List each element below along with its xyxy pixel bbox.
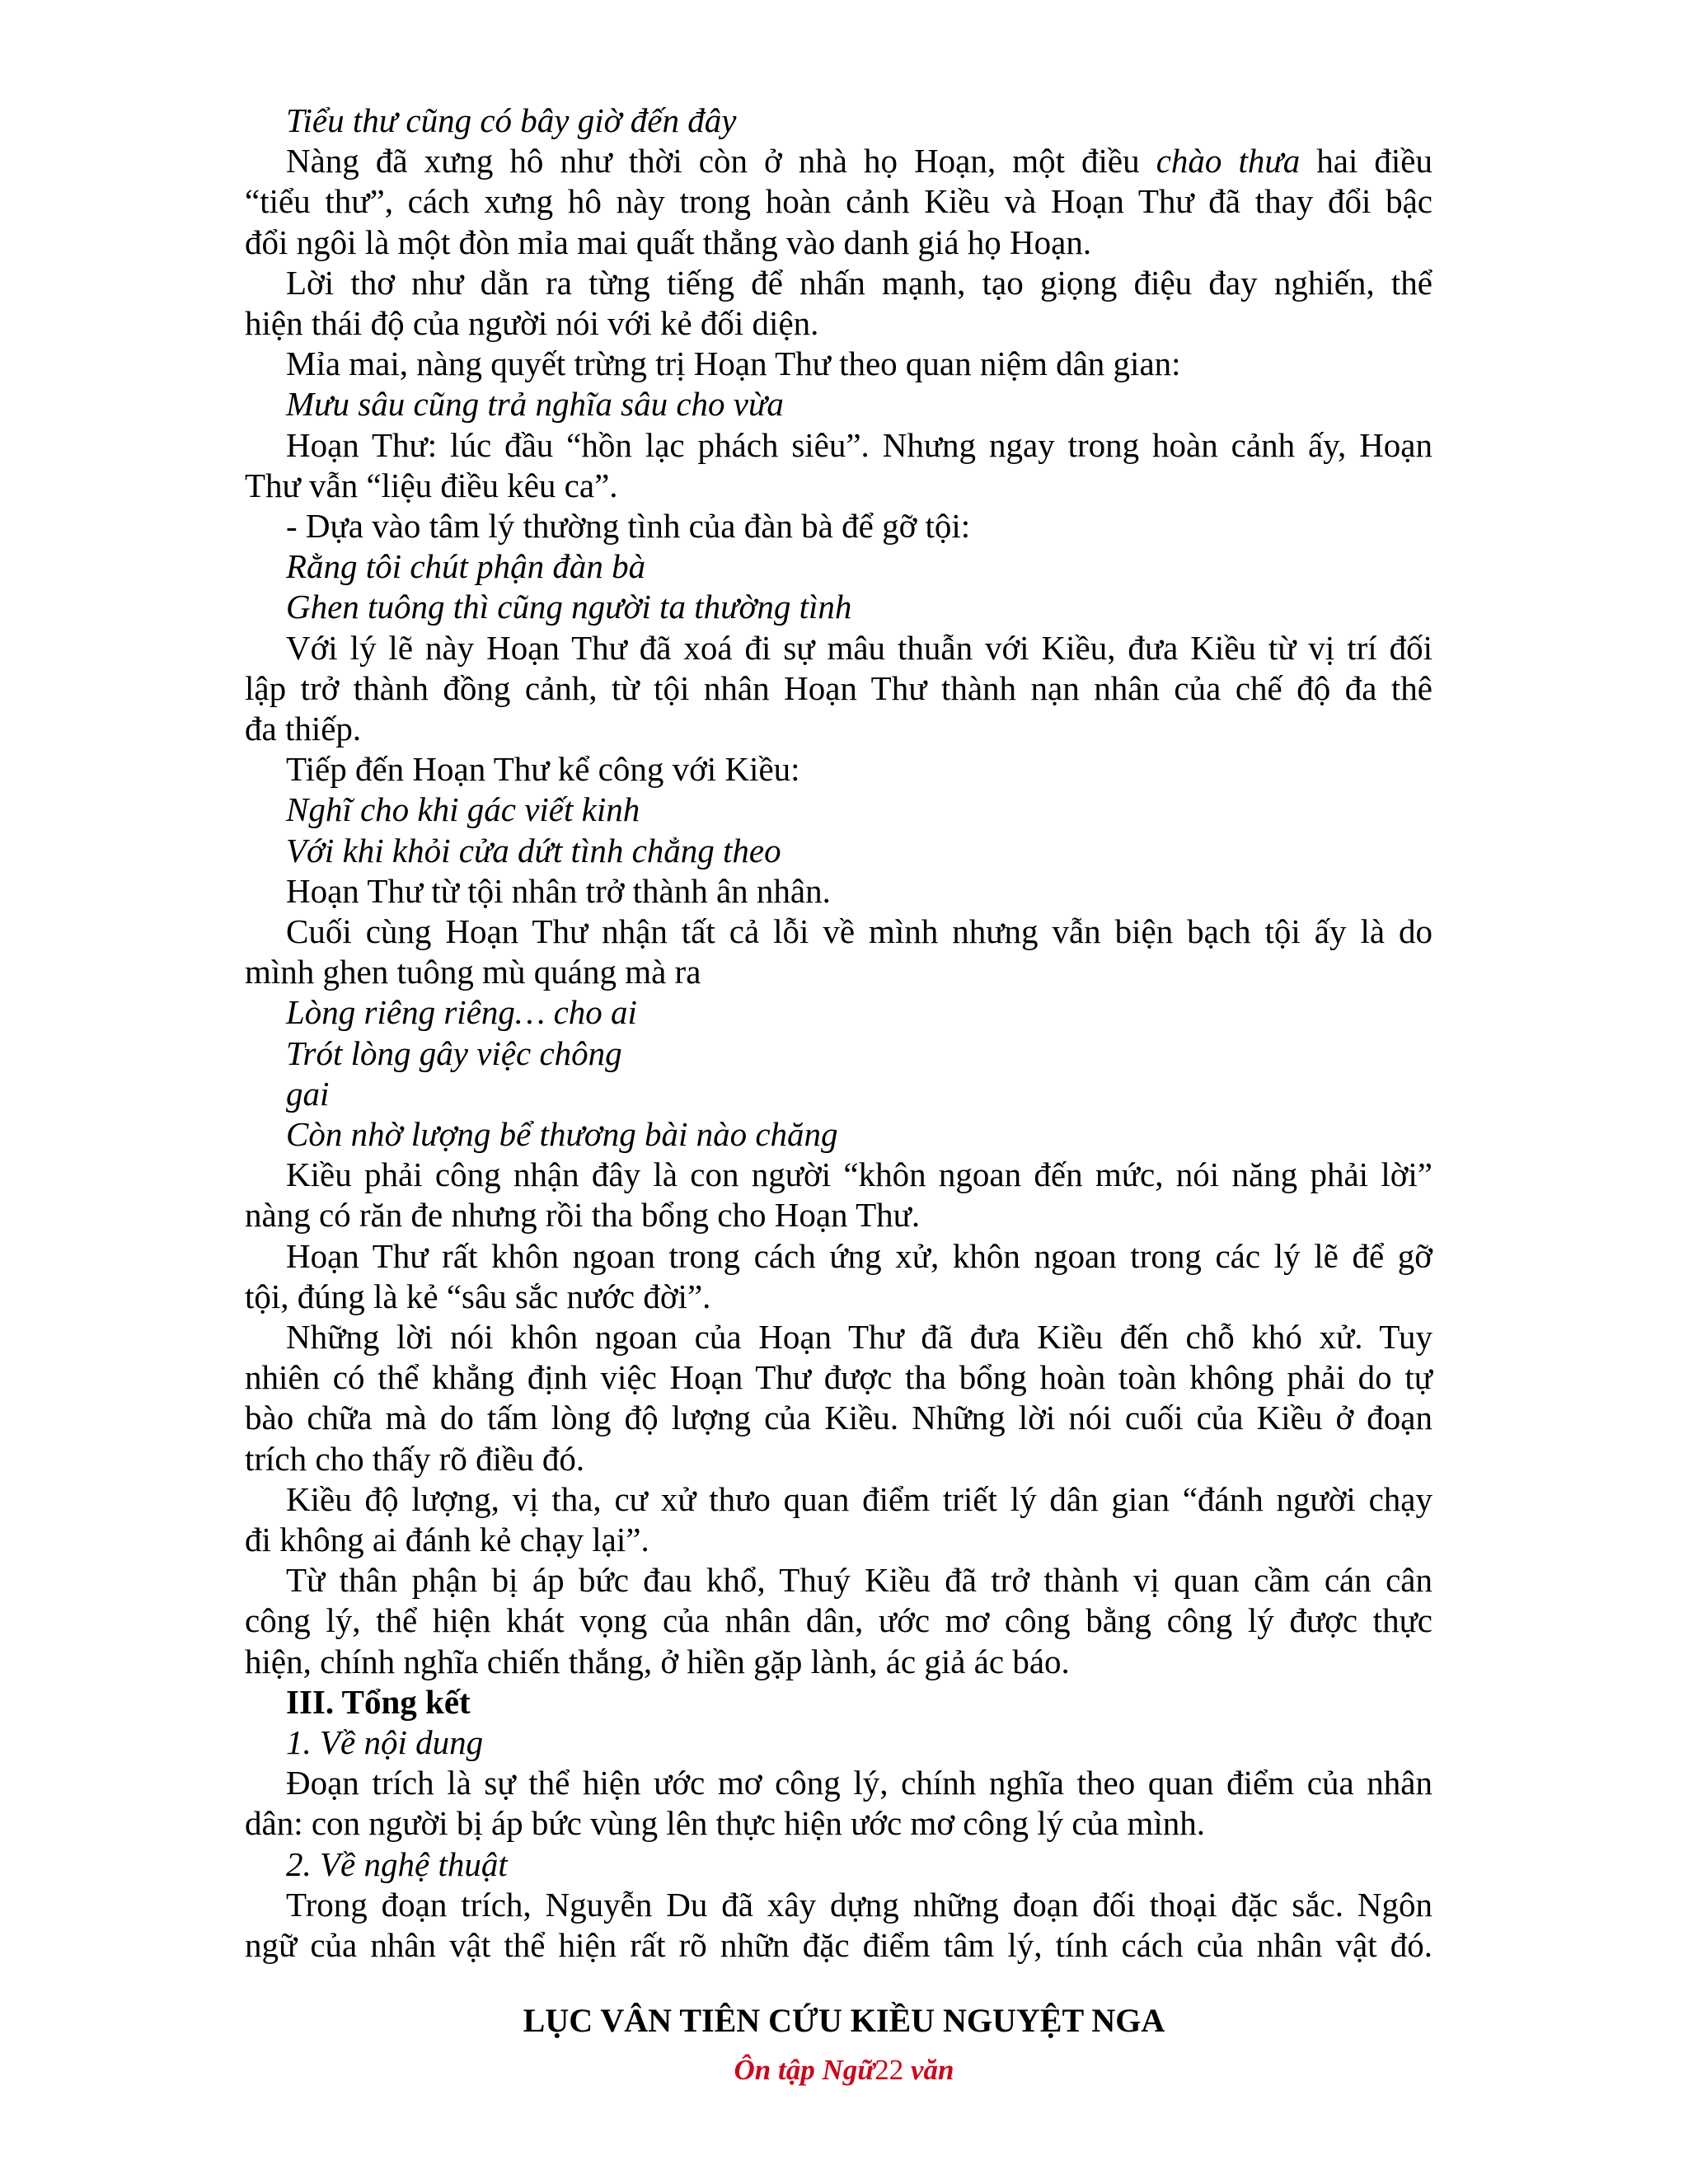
text-line: Rằng tôi chút phận đàn bà: [286, 547, 646, 585]
text-line: gai: [286, 1075, 330, 1113]
text-line: nàng có răn đe nhưng rồi tha bổng cho Hoạn Thư.: [245, 1196, 921, 1234]
text-line: bào chữa mà do tấm lòng độ lượng của Kiều. Những lời nói cuối của Kiều ở đoạn: [245, 1399, 1432, 1436]
text-line: Với lý lẽ này Hoạn Thư đã xoá đi sự mâu thuẫn với Kiều, đưa Kiều từ vị trí đối: [286, 629, 1432, 667]
text-line: - Dựa vào tâm lý thường tình của đàn bà để gỡ tội:: [286, 507, 971, 545]
text-line: ngữ của nhân vật thể hiện rất rõ nhữn đặc điểm tâm lý, tính cách của nhân vật đó.: [245, 1926, 1432, 1964]
text-line: nhiên có thể khẳng định việc Hoạn Thư được tha bổng hoàn toàn không phải do tự: [245, 1358, 1432, 1396]
text-line: đa thiếp.: [245, 710, 362, 748]
text-line: hiện, chính nghĩa chiến thắng, ở hiền gặp lành, ác giả ác báo.: [245, 1643, 1070, 1680]
text-line: 2. Về nghệ thuật: [286, 1845, 508, 1883]
text-line: Nghĩ cho khi gác viết kinh: [286, 790, 640, 828]
text-line: đi không ai đánh kẻ chạy lại”.: [245, 1521, 649, 1558]
text-line: Tiếp đến Hoạn Thư kể công với Kiều:: [286, 750, 800, 788]
footer-caption: [0, 2052, 1688, 2088]
text-line: Trong đoạn trích, Nguyễn Du đã xây dựng những đoạn đối thoại đặc sắc. Ngôn: [286, 1886, 1432, 1924]
text-line: Còn nhờ lượng bể thương bài nào chăng: [286, 1115, 838, 1153]
text-line: Mưu sâu cũng trả nghĩa sâu cho vừa: [286, 385, 784, 423]
text-line: Kiều độ lượng, vị tha, cư xử thưo quan điểm triết lý dân gian “đánh người chạy: [286, 1480, 1432, 1518]
text-line: trích cho thấy rõ điều đó.: [245, 1440, 585, 1478]
text-line: Hoạn Thư: lúc đầu “hồn lạc phách siêu”. Nhưng ngay trong hoàn cảnh ấy, Hoạn: [286, 426, 1432, 464]
text-line: đổi ngôi là một đòn mỉa mai quất thẳng vào danh giá họ Hoạn.: [245, 223, 1092, 261]
text-line: Đoạn trích là sự thể hiện ước mơ công lý, chính nghĩa theo quan điểm của nhân: [286, 1764, 1432, 1802]
text-line: Hoạn Thư rất khôn ngoan trong cách ứng xử, khôn ngoan trong các lý lẽ để gỡ: [286, 1237, 1432, 1275]
text-line: Những lời nói khôn ngoan của Hoạn Thư đã đưa Kiều đến chỗ khó xử. Tuy: [286, 1318, 1432, 1356]
text-line: Thư vẫn “liệu điều kêu ca”.: [245, 466, 618, 504]
text-line: [286, 141, 1432, 180]
text-line: Hoạn Thư từ tội nhân trở thành ân nhân.: [286, 872, 831, 910]
section-title: LỤC VÂN TIÊN CỨU KIỀU NGUYỆT NGA: [523, 2002, 1165, 2039]
text-line: III. Tổng kết: [286, 1683, 471, 1721]
text-line: mình ghen tuông mù quáng mà ra: [245, 953, 701, 991]
text-line: Tiểu thư cũng có bây giờ đến đây: [286, 101, 737, 139]
text-line: Từ thân phận bị áp bức đau khổ, Thuý Kiều đã trở thành vị quan cầm cán cân: [286, 1561, 1432, 1599]
text-line: công lý, thể hiện khát vọng của nhân dân, ước mơ công bằng công lý được thực: [245, 1601, 1432, 1639]
text-segment: Nàng đã xưng hô như thời còn ở nhà họ Hoạn, một điều: [286, 142, 1156, 180]
text-line: Kiều phải công nhận đây là con người “khôn ngoan đến mức, nói năng phải lời”: [286, 1155, 1432, 1193]
text-line: Ghen tuông thì cũng người ta thường tình: [286, 588, 852, 626]
text-line: Cuối cùng Hoạn Thư nhận tất cả lỗi về mình nhưng vẫn biện bạch tội ấy là do: [286, 912, 1432, 950]
text-line: lập trở thành đồng cảnh, từ tội nhân Hoạn Thư thành nạn nhân của chế độ đa thê: [245, 669, 1432, 707]
text-line: “tiểu thư”, cách xưng hô này trong hoàn cảnh Kiều và Hoạn Thư đã thay đổi bậc: [245, 182, 1432, 220]
text-line: Với khi khỏi cửa dứt tình chẳng theo: [286, 832, 781, 869]
text-line: hiện thái độ của người nói với kẻ đối diện.: [245, 304, 819, 342]
text-line: Lòng riêng riêng… cho ai: [286, 993, 637, 1031]
text-line: 1. Về nội dung: [286, 1723, 484, 1761]
text-line: Mỉa mai, nàng quyết trừng trị Hoạn Thư theo quan niệm dân gian:: [286, 344, 1181, 382]
footer-page-number: 22: [874, 2054, 904, 2086]
text-line: dân: con người bị áp bức vùng lên thực hiện ước mơ công lý của mình.: [245, 1804, 1206, 1842]
footer-caption-suffix: văn: [903, 2054, 954, 2086]
text-segment: hai điều: [1300, 142, 1432, 180]
footer-caption-prefix: Ôn tập Ngữ: [734, 2054, 875, 2086]
text-line: tội, đúng là kẻ “sâu sắc nước đời”.: [245, 1277, 711, 1315]
text-line: Lời thơ như dằn ra từng tiếng để nhấn mạnh, tạo giọng điệu đay nghiến, thể: [286, 264, 1432, 302]
text-line: Trót lòng gây việc chông: [286, 1034, 622, 1072]
text-segment: chào thưa: [1156, 142, 1301, 180]
